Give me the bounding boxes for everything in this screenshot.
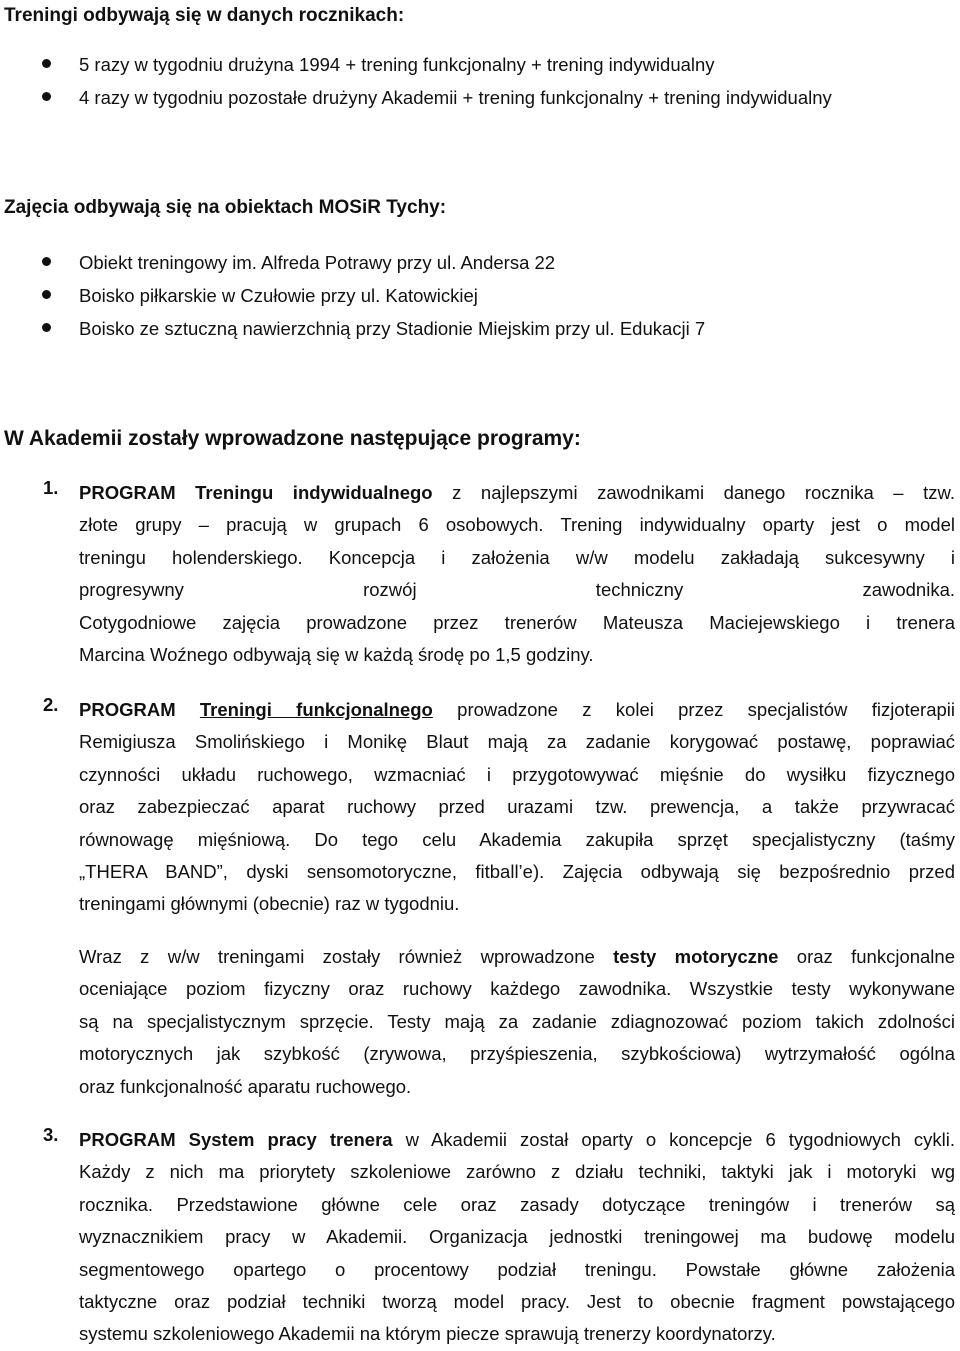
program-1: 1. PROGRAM Treningu indywidualnego z najlepszymi zawodnikami danego rocznika – tzw. złote grupy – pracują w grupach 6 osobowych. Trening indywidualny oparty jest o model treningu holenderskiego. Koncepcja i założenia w/w modelu zakładają sukcesywny i progresywny rozwój techniczny zawodnika. Cotygodniowe zajęcia prowadzone przez trenerów Mateusza Maciejewskiego i trenera Marcina Woźnego odbywają się w każdą środę po 1,5 godziny. [43,477,955,665]
program-number: 1. [43,477,59,498]
program-2: 2. PROGRAM Treningi funkcjonalnego prowadzone z kolei przez specjalistów fizjoterapii Remigiusza Smolińskiego i Monikę Blaut mają za zadanie korygować postawę, poprawiać czynności układu ruchowego, wzmacniać i przygotowywać mięśnie do wysiłku fizycznego oraz zabezpieczać aparat ruchowy przed urazami tzw. prewencja, a także przywracać równowagę mięśniową. Do tego celu Akademia zakupiła sprzęt specjalistyczny (taśmy „THERA BAND”, dyski sensomotoryczne, fitball’e). Zajęcia odbywają się bezpośrednio przed treningami głównymi (obecnie) raz w tygodniu. [43,694,955,915]
program-title: PROGRAM System pracy trenera [79,1129,393,1150]
list-item: 5 razy w tygodniu drużyna 1994 + trening funkcjonalny + trening indywidualny [0,48,960,81]
bullet-icon [42,92,51,101]
tests-paragraph: Wraz z w/w treningami zostały również wprowadzone testy motoryczne oraz funkcjonalne oceniające poziom fizyczny oraz ruchowy każdego zawodnika. Wszystkie testy wykonywane są na specjalistycznym sprzęcie. Testy mają za zadanie zdiagnozować poziom takich zdolności motorycznych jak szybkość (zrywowa, przyśpieszenia, szybkościowa) wytrzymałość ogólna oraz funkcjonalność aparatu ruchowego. [79,946,955,1097]
bullet-icon [42,59,51,68]
program-title: PROGRAM Treningu indywidualnego [79,482,433,503]
list-item: Boisko ze sztuczną nawierzchnią przy Stadionie Miejskim przy ul. Edukacji 7 [0,312,960,345]
list-item: Obiekt treningowy im. Alfreda Potrawy przy ul. Andersa 22 [0,246,960,279]
venues-heading: Zajęcia odbywają się na obiektach MOSiR Tychy: [4,197,447,218]
trainings-heading: Treningi odbywają się w danych rocznikach: [4,5,405,26]
trainings-list [0,48,960,114]
bullet-icon [42,257,51,266]
venues-list [0,246,960,345]
list-item: Boisko piłkarskie w Czułowie przy ul. Katowickiej [0,279,960,312]
bullet-icon [42,290,51,299]
bullet-icon [42,323,51,332]
program-title: Treningi funkcjonalnego [199,699,433,720]
program-number: 3. [43,1124,59,1145]
program-number: 2. [43,694,59,715]
list-item: 4 razy w tygodniu pozostałe drużyny Akademii + trening funkcjonalny + trening indywidualny [0,81,960,114]
programs-heading: W Akademii zostały wprowadzone następujące programy: [4,427,581,450]
tests-highlight: testy motoryczne [613,946,779,967]
program-3: 3. PROGRAM System pracy trenera w Akademii został oparty o koncepcje 6 tygodniowych cykli. Każdy z nich ma priorytety szkoleniowe zarówno z działu techniki, taktyki jak i motoryki wg rocznika. Przedstawione główne cele oraz zasady dotyczące treningów i trenerów są wyznacznikiem pracy w Akademii. Organizacja jednostki treningowej ma budowę modelu segmentowego opartego o procentowy podział treningu. Powstałe główne założenia taktyczne oraz podział techniki tworzą model pracy. Jest to obecnie fragment powstającego systemu szkoleniowego Akademii na którym piecze sprawują trenerzy koordynatorzy. [43,1124,955,1345]
